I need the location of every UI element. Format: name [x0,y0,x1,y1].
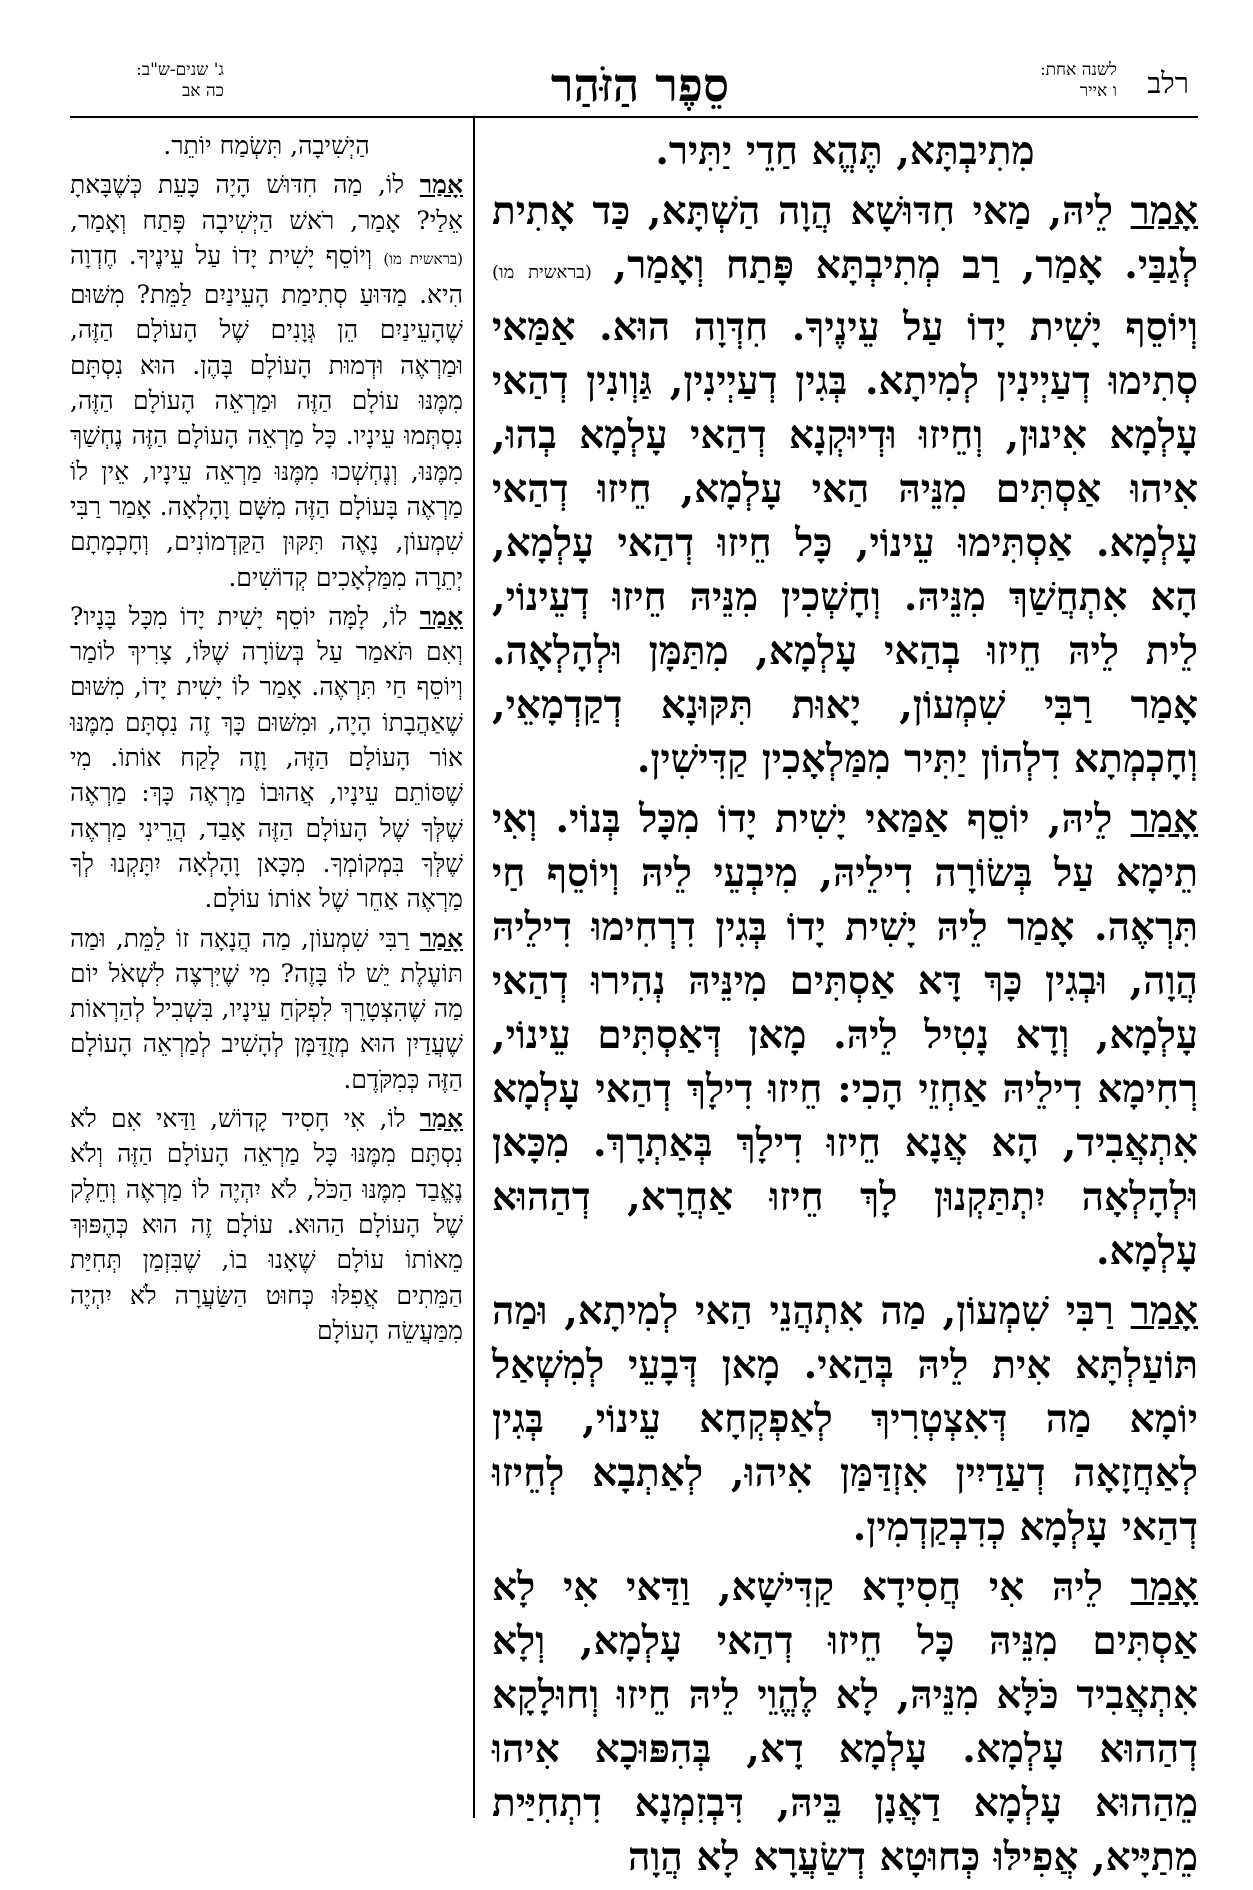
verse-reference: (בראשית מו) [492,262,592,283]
schedule-three-years: ג' שנים-ש"ב: [136,60,224,80]
paragraph-opening-word: אָמַר [1130,188,1198,234]
paragraph-text: לוֹ, לָמָּה יוֹסֵף יָשִׁית יָדוֹ מִכָּל בָּנָיו? וְאִם תֹּאמַר עַל בְּשׂוֹרָה שֶׁלּוֹ, צָרִיךְ לוֹמַר וְיוֹסֵף חַי תִּרְאֶה. אָמַר לוֹ יָשִׁית יָדוֹ, מִשּׁוּם שֶׁאַהֲבָתוֹ הָיָה, וּמִשּׁוּם כָּךְ זֶה נִסְתָּם מִמֶּנּוּ אוֹר הָעוֹלָם הַזֶּה, וָזֶה לָקַח אוֹתוֹ. מִי שֶׁסּוֹתֵם עֵינָיו, אֲהוּבוֹ מַרְאֶה כָּךְ: מַרְאֶה שֶׁלְּךָ שֶׁל הָעוֹלָם הַזֶּה אָבַד, הֲרֵינִי מַרְאֶה שֶׁלְּךָ בִּמְקוֹמְךָ. מִכָּאן וָהָלְאָה יִתָּקְנוּ לְךָ מַרְאֶה אַחֵר שֶׁל אוֹתוֹ עוֹלָם. [70,601,463,914]
header-rule [70,116,1198,118]
paragraph-opening-word: אָמַר [1130,1564,1198,1610]
paragraph-text-continued: וְיוֹסֵף יָשִׁית יָדוֹ עַל עֵינֶיךָ. חֶדְוָה הִיא. מַדּוּעַ סְתִימַת הָעֵינַיִם לַמֵּת? מִשּׁוּם שֶׁהָעֵינַיִם הֵן גְּוָנִים שֶׁל הָעוֹלָם הַזֶּה, וּמַרְאֶה וּדְמוּת הָעוֹלָם בָּהֶן. הוּא נִסְתָּם מִמֶּנּוּ עוֹלָם הַזֶּה וּמַרְאֵה הָעוֹלָם הַזֶּה, נִסְתְּמוּ עֵינָיו. כָּל מַרְאֵה הָעוֹלָם הַזֶּה נֶחְשַׁךְ מִמֶּנּוּ, וְנֶחְשְׁכוּ מִמֶּנּוּ מַרְאֵה עֵינָיו, אֵין לוֹ מַרְאֶה בָּעוֹלָם הַזֶּה מִשָּׁם וָהָלְאָה. אָמַר רַבִּי שִׁמְעוֹן, נָאֶה תִּקּוּן הַקַּדְמוֹנִים, וְחָכְמָתָם יְתֵרָה מִמַּלְאָכִים קְדוֹשִׁים. [70,240,463,592]
paragraph-opening-word: אָמַר [419,923,463,953]
paragraph [492,792,1198,1278]
paragraph [492,1284,1198,1554]
paragraph-opening-word: אָמַר [1130,1288,1198,1334]
paragraph [492,124,1198,178]
book-title: סֵפֶר הַזֹּהַר [550,58,730,112]
paragraph-text: לֵיהּ, מַאי חִדּוּשָׁא הֲוָה הַשְׁתָּא, כַּד אָתִית לְגַבַּי. אָמַר, רַב מְתִיבְתָּא פָּתַח וְאָמַר, [492,188,1198,288]
study-schedule-right [1040,60,1117,102]
verse-reference: (בראשית מו) [383,249,463,268]
paragraph [70,167,463,595]
column-divider [473,118,475,1818]
paragraph-text: רַבִּי שִׁמְעוֹן, מַה הֲנָאָה זוֹ לַמֵּת, וּמַה תּוֹעֶלֶת יֵשׁ לוֹ בָּזֶה? מִי שֶׁיִּרְצֶה לִשְׁאֹל יוֹם מַה שֶׁהִצְטָרֵךְ לִפְקֹחַ עֵינָיו, בִּשְׁבִיל לְהַרְאוֹת שֶׁעֲדַיִן הוּא מְזֻדַּמָּן לְהָשִׁיב לְמַרְאֵה הָעוֹלָם הַזֶּה כְּמִקֹּדֶם. [70,923,463,1094]
paragraph-text: רַבִּי שִׁמְעוֹן, מַה אִתְהֲנֵי הַאי לְמִיתָא, וּמַה תּוֹעַלְתָּא אִית לֵיהּ בְּהַאי. מָאן דְּבָעֵי לְמִשְׁאַל יוֹמָא מַה דְּאִצְטְרִיךְ לְאַפְקְחָא עֵינוֹי, בְּגִין לְאַחֲזָאָה דְעַדַיִין אִזְדַּמַּן אִיהוּ, לְאַתְבָא לְחֵיזוּ דְהַאי עָלְמָא כְדִבְקַדְמִין. [492,1288,1198,1550]
schedule-one-year: לשנה אחת: [1039,60,1117,80]
paragraph-opening-word: אָמַר [419,601,463,631]
paragraph-text: לוֹ, אִי חָסִיד קָדוֹשׁ, וַדַּאי אִם לֹא נִסְתָּם מִמֶּנּוּ כָּל מַרְאֵה הָעוֹלָם הַזֶּה וְלֹא נֶאֱבַד מִמֶּנּוּ הַכֹּל, לֹא יִהְיֶה לוֹ מַרְאֶה וְחֵלֶק שֶׁל הָעוֹלָם הַהוּא. עוֹלָם זֶה הוּא כְּהֶפּוּךְ מֵאוֹתוֹ עוֹלָם שֶׁאָנוּ בוֹ, שֶׁבִּזְמַן תְּחִיַּת הַמֵּתִים אֲפִלּוּ כְּחוּט הַשַּׂעֲרָה לֹא יִהְיֶה מִמַּעֲשֵׂה הָעוֹלָם [70,1104,463,1345]
paragraph-text: לֵיהּ, יוֹסֵף אַמַּאי יָשִׁית יָדוֹ מִכָּל בְּנוֹי. וְאִי תֵימָא עַל בְּשׂוֹרָה דִילֵיהּ, מִיבְעֵי לֵיהּ וְיוֹסֵף חַי תִּרְאֶה. אָמַר לֵיהּ יָשִׁית יָדוֹ בְּגִין דִרְחִימוּ דִילֵיהּ הֲוָה, וּבְגִין כָּךְ דָּא אַסְתִּים מִינֵּיהּ נְהִירוּ דְהַאי עָלְמָא, וְדָא נָטִיל לֵיהּ. מָאן דְּאַסְתִּים עֵינוֹי, רְחִימָא דִילֵיהּ אַחְזֵי הָכִי: חֵיזוּ דִילָךְ דְהַאי עָלְמָא אִתְאֲבִיד, הָא אֲנָא חֵיזוּ דִילָךְ בְּאַתְרָךְ. מִכָּאן וּלְהָלְאָה יִתְתַּקְנוּן לָךְ חֵיזוּ אַחֲרָא, דְהַהוּא עָלְמָא. [492,796,1198,1274]
paragraph-text: לֵיהּ אִי חֲסִידָא קַדִּישָׁא, וַדַּאי אִי לָא אַסְתִּים מִנֵּיהּ כָּל חֵיזוּ דְהַאי עָלְמָא, וְלָא אִתְאֲבִיד כֹּלָּא מִנֵּיהּ, לָא לֶהֱוֵי לֵיהּ חֵיזוּ וְחוּלָקָא דְהַהוּא עָלְמָא. עָלְמָא דָא, בְּהִפּוּכָא אִיהוּ מֵהַהוּא עָלְמָא דַאֲנָן בֵּיהּ, דִּבְזִמְנָא דִתְחִיַּית מֵתַיָּיא, אֲפִילּוּ כְּחוּטָא דְשַׂעֲרָא לָא הֲוָה [492,1564,1198,1880]
paragraph-text-continued: וְיוֹסֵף יָשִׁית יָדוֹ עַל עֵינֶיךָ. חִדְּוָה הוּא. אַמַּאי סְתִימוּ דְעַיְינִין לְמִיתָא. בְּגִין דְעַיְינִין, גַּוְונִין דְהַאי עָלְמָא אִינוּן, וְחֵיזוּ וּדְיוּקְנָא דְהַאי עָלְמָא בְהוּ, אִיהוּ אַסְתִּים מִנֵּיהּ הַאי עָלְמָא, חֵיזוּ דְהַאי עָלְמָא. אַסְתִּימוּ עֵינוֹי, כָּל חֵיזוּ דְהַאי עָלְמָא, הָא אִתְחֲשַׁךְ מִנֵּיהּ. וְחָשְׁכִין מִנֵּיהּ חֵיזוּ דְעֵינוֹי, לֵית לֵיהּ חֵיזוּ בְהַאי עָלְמָא, מִתַּמָּן וּלְהָלְאָה. אָמַר רַבִּי שִׁמְעוֹן, יָאוּת תִּקּוּנָא דְקַדְמָאֵי, וְחָכְמְתָא דִלְהוֹן יַתִּיר מִמַּלְאָכִין קַדִּישִׁין. [492,304,1198,782]
study-schedule-left [74,60,224,102]
schedule-one-year-date: ו אייר [1079,81,1117,101]
paragraph-text: הַיְשִׁיבָה, תִּשְׂמַח יוֹתֵר. [163,131,370,160]
hebrew-translation-column [70,128,463,1352]
paragraph [70,1101,463,1348]
aramaic-text-column [492,124,1198,1890]
paragraph [70,599,463,917]
paragraph-opening-word: אָמַר [1130,796,1198,842]
page-number: רלב [1147,66,1189,100]
paragraph [70,921,463,1097]
paragraph [492,184,1198,786]
paragraph [492,1560,1198,1884]
paragraph-text: לוֹ, מַה חִדּוּשׁ הָיָה כָּעֵת כְּשֶׁבָּאתָ אֵלַי? אָמַר, רֹאשׁ הַיְשִׁיבָה פָּתַח וְאָמַר, [70,170,463,235]
schedule-three-years-date: כה אב [182,81,224,101]
page-header [0,58,1253,116]
paragraph-opening-word: אָמַר [419,1104,463,1134]
paragraph-text: מִתִיבְתָּא, תֶּהֱא חַדֵי יַתִּיר. [655,128,1035,174]
paragraph [70,128,463,163]
paragraph-opening-word: אָמַר [419,170,463,200]
